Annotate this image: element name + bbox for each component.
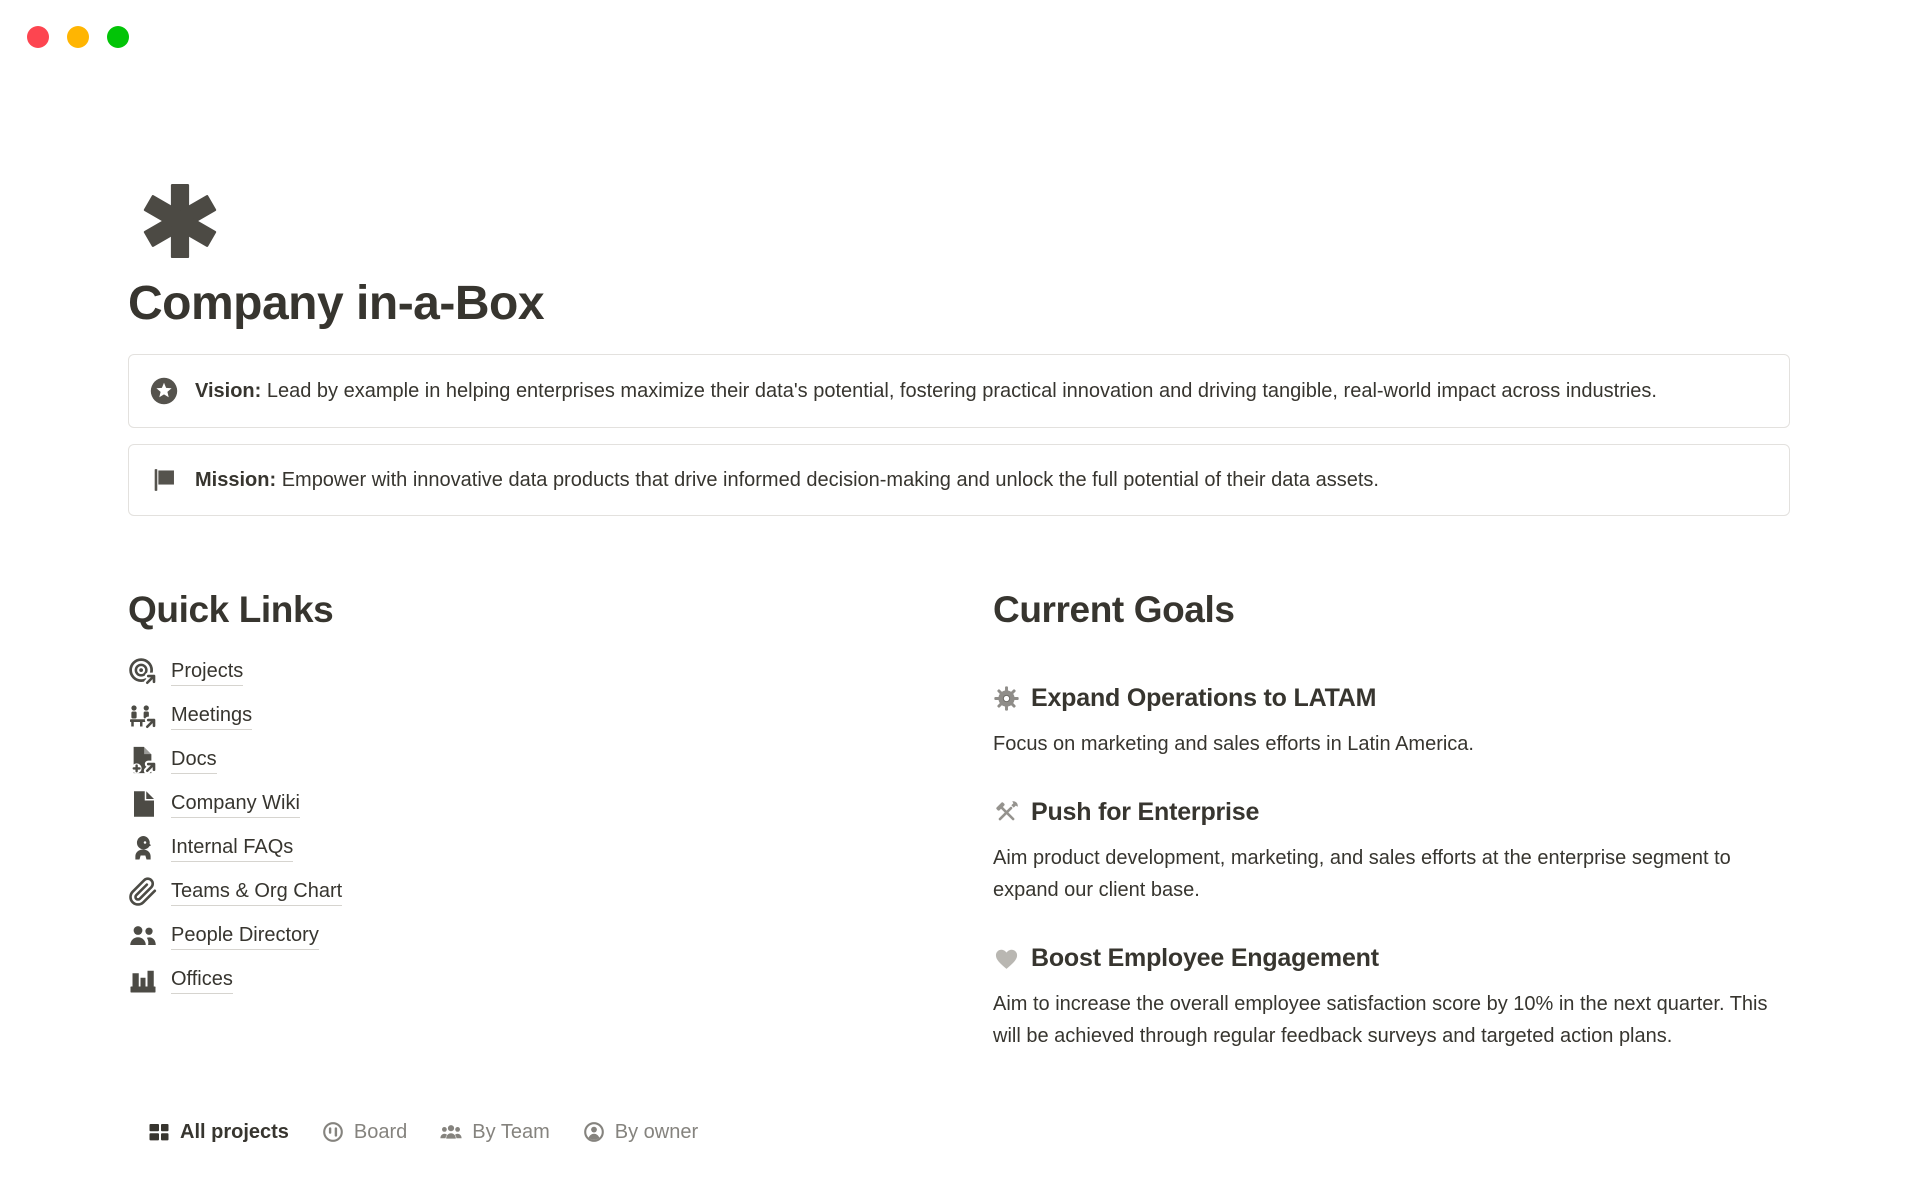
goal-title: Push for Enterprise (1031, 798, 1260, 826)
gear-icon (993, 685, 1020, 712)
people-icon (128, 921, 158, 951)
star-badge-icon (149, 376, 179, 406)
quick-links-column (128, 588, 947, 1052)
quick-link-meetings[interactable] (128, 694, 252, 738)
quick-link-internal-faqs[interactable] (128, 826, 293, 870)
goal-heading (993, 796, 1790, 828)
quick-link-projects[interactable] (128, 650, 243, 694)
quick-links-list (128, 650, 947, 1002)
board-view-icon (321, 1120, 345, 1144)
quick-link-label: Projects (171, 658, 243, 686)
vision-callout (128, 354, 1790, 428)
target-link-icon (128, 657, 158, 687)
flag-icon (149, 467, 179, 493)
goal-expand-latam (993, 682, 1790, 760)
two-column-section (128, 588, 1790, 1052)
quick-links-heading: Quick Links (128, 589, 334, 630)
page-title: Company in-a-Box (128, 277, 545, 330)
quick-link-teams-org-chart[interactable] (128, 870, 342, 914)
asterisk-icon[interactable] (141, 182, 219, 260)
maximize-window-button[interactable] (107, 26, 129, 48)
goal-heading (993, 942, 1790, 974)
person-faq-icon (128, 833, 158, 863)
quick-link-label: People Directory (171, 922, 319, 950)
quick-link-label: Teams & Org Chart (171, 878, 342, 906)
goal-description: Aim to increase the overall employee satisfaction score by 10% in the next quarter. This will be achieved through regular feedback surveys and targeted action plans. (993, 993, 1768, 1047)
quick-link-docs[interactable] (128, 738, 217, 782)
tab-all-projects[interactable] (147, 1112, 289, 1152)
mission-callout (128, 444, 1790, 516)
office-building-icon (128, 965, 158, 995)
team-view-icon (439, 1120, 463, 1144)
quick-link-label: Docs (171, 746, 217, 774)
goal-push-enterprise (993, 796, 1790, 906)
quick-link-label: Meetings (171, 702, 252, 730)
window-controls (27, 26, 129, 48)
quick-link-offices[interactable] (128, 958, 233, 1002)
tools-icon (993, 799, 1020, 826)
quick-link-label: Internal FAQs (171, 834, 293, 862)
tab-board[interactable] (321, 1112, 407, 1152)
current-goals-column (993, 588, 1790, 1052)
close-window-button[interactable] (27, 26, 49, 48)
tab-label: Board (353, 1121, 408, 1143)
mission-text: Mission: Empower with innovative data products that drive informed decision-making and unlock the full potential of their data assets. (195, 469, 1379, 491)
minimize-window-button[interactable] (67, 26, 89, 48)
quick-link-label: Offices (171, 966, 233, 994)
owner-view-icon (582, 1120, 606, 1144)
quick-link-people-directory[interactable] (128, 914, 319, 958)
database-view-tabs (128, 1112, 1790, 1152)
goal-employee-engagement (993, 942, 1790, 1052)
tab-label: All projects (180, 1121, 289, 1143)
table-grid-icon (147, 1120, 171, 1144)
page-icon (128, 789, 158, 819)
goal-description: Aim product development, marketing, and sales efforts at the enterprise segment to expand our client base. (993, 847, 1731, 901)
tab-label: By Team (472, 1121, 550, 1143)
meeting-link-icon (128, 701, 158, 731)
quick-link-label: Company Wiki (171, 790, 300, 818)
paperclip-icon (128, 877, 158, 907)
tab-by-team[interactable] (439, 1112, 549, 1152)
goal-title: Boost Employee Engagement (1031, 944, 1379, 972)
vision-text: Vision: Lead by example in helping enterprises maximize their data's potential, fostering practical innovation and driving tangible, real-world impact across industries. (195, 380, 1657, 402)
quick-link-company-wiki[interactable] (128, 782, 300, 826)
heart-icon (993, 945, 1020, 972)
goal-description: Focus on marketing and sales efforts in Latin America. (993, 733, 1474, 755)
current-goals-heading: Current Goals (993, 589, 1235, 630)
tab-by-owner[interactable] (582, 1112, 698, 1152)
goal-heading (993, 682, 1790, 714)
doc-add-link-icon (128, 745, 158, 775)
goal-title: Expand Operations to LATAM (1031, 684, 1377, 712)
tab-label: By owner (614, 1121, 699, 1143)
